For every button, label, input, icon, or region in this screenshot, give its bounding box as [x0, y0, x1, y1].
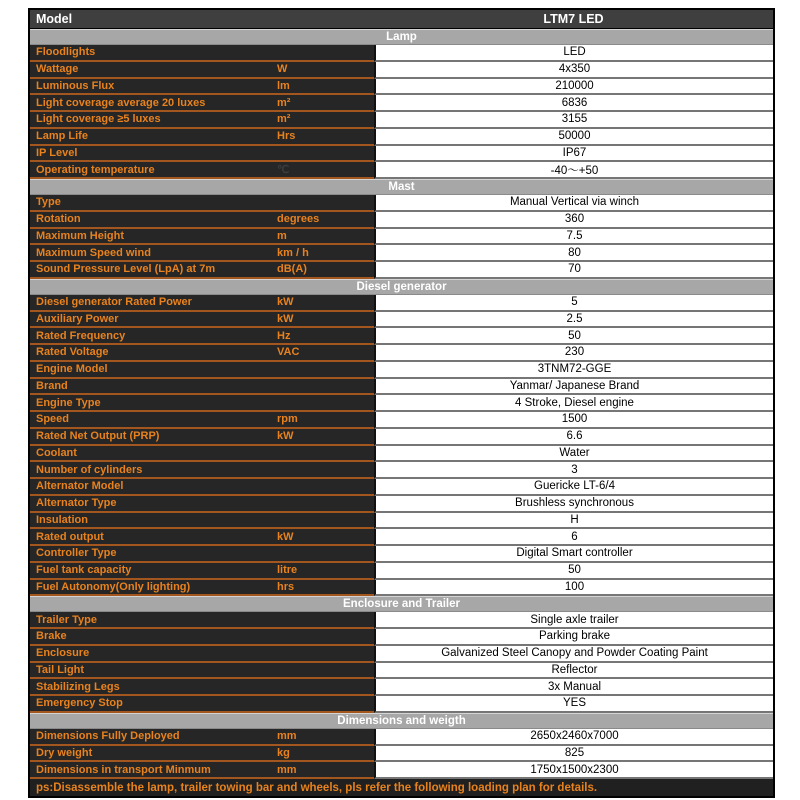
spec-label: Auxiliary Power: [36, 312, 119, 325]
spec-value: 4 Stroke, Diesel engine: [374, 395, 773, 412]
spec-label: Rated Frequency: [36, 329, 126, 342]
spec-value: 7.5: [374, 229, 773, 246]
spec-value: Water: [374, 446, 773, 463]
spec-row-dimensions-in-transport-minmum: [30, 762, 773, 779]
spec-label: Trailer Type: [36, 613, 97, 626]
spec-row-rotation: [30, 212, 773, 229]
spec-unit: km / h: [277, 246, 309, 259]
section-header-enclosure-and-trailer: Enclosure and Trailer: [30, 596, 773, 612]
spec-value: Brushless synchronous: [374, 496, 773, 513]
spec-unit: hrs: [277, 580, 295, 593]
spec-value: 825: [374, 746, 773, 763]
spec-unit: Hz: [277, 329, 291, 342]
spec-row-luminous-flux: [30, 79, 773, 96]
spec-row-trailer-type: [30, 612, 773, 629]
spec-row-rated-frequency: [30, 328, 773, 345]
spec-row-brake: [30, 629, 773, 646]
spec-label-cell: [30, 45, 374, 62]
spec-row-alternator-model: [30, 479, 773, 496]
spec-value: 3TNM72-GGE: [374, 362, 773, 379]
spec-label-cell: [30, 762, 374, 779]
spec-unit: degrees: [277, 213, 320, 226]
spec-label: Rated Net Output (PRP): [36, 430, 160, 443]
spec-row-fuel-autonomy-only-lighting: [30, 580, 773, 597]
spec-value: 80: [374, 245, 773, 262]
spec-label: Speed: [36, 413, 70, 426]
spec-value: 5: [374, 295, 773, 312]
spec-row-engine-model: [30, 362, 773, 379]
spec-value: 70: [374, 262, 773, 279]
spec-row-stabilizing-legs: [30, 679, 773, 696]
spec-row-maximum-height: [30, 229, 773, 246]
spec-label: Rated Voltage: [36, 346, 109, 359]
spec-value: Manual Vertical via winch: [374, 195, 773, 212]
spec-label: Insulation: [36, 513, 88, 526]
spec-row-enclosure: [30, 646, 773, 663]
spec-label-cell: [30, 446, 374, 463]
spec-label-cell: [30, 563, 374, 580]
spec-label: Dimensions Fully Deployed: [36, 730, 180, 743]
spec-row-rated-net-output-prp: [30, 429, 773, 446]
spec-table-body: [30, 29, 773, 779]
spec-row-diesel-generator-rated-power: [30, 295, 773, 312]
section-header-mast: Mast: [30, 179, 773, 195]
spec-row-rated-voltage: [30, 345, 773, 362]
spec-row-dry-weight: [30, 746, 773, 763]
spec-row-controller-type: [30, 546, 773, 563]
spec-label: Number of cylinders: [36, 463, 143, 476]
spec-label-cell: [30, 746, 374, 763]
spec-label: IP Level: [36, 146, 78, 159]
spec-label: Enclosure: [36, 647, 90, 660]
spec-label: Light coverage ≥5 luxes: [36, 113, 161, 126]
spec-unit: m²: [277, 113, 291, 126]
section-header-dimensions-and-weigth: Dimensions and weigth: [30, 713, 773, 729]
spec-label-cell: [30, 362, 374, 379]
spec-row-insulation: [30, 513, 773, 530]
spec-row-operating-temperature: [30, 162, 773, 179]
spec-value: -40～+50: [374, 162, 773, 179]
spec-unit: m: [277, 229, 287, 242]
spec-row-engine-type: [30, 395, 773, 412]
spec-label-cell: [30, 195, 374, 212]
spec-row-alternator-type: [30, 496, 773, 513]
spec-label-cell: [30, 212, 374, 229]
section-header-lamp: Lamp: [30, 29, 773, 45]
spec-unit: kW: [277, 312, 294, 325]
spec-label-cell: [30, 529, 374, 546]
spec-row-light-coverage-5-luxes: [30, 112, 773, 129]
spec-value: Reflector: [374, 663, 773, 680]
spec-label-cell: [30, 429, 374, 446]
spec-label-cell: [30, 663, 374, 680]
footer-note: ps:Disassemble the lamp, trailer towing bar and wheels, pls refer the following loading plan for details.: [30, 779, 773, 796]
spec-row-floodlights: [30, 45, 773, 62]
spec-label: Controller Type: [36, 547, 117, 560]
spec-label: Operating temperature: [36, 163, 155, 176]
spec-value: 3x Manual: [374, 679, 773, 696]
spec-label-cell: [30, 112, 374, 129]
model-label: Model: [36, 12, 73, 26]
spec-label-cell: [30, 262, 374, 279]
spec-value: 1500: [374, 412, 773, 429]
spec-unit: m²: [277, 96, 291, 109]
spec-value: 50000: [374, 129, 773, 146]
spec-value: IP67: [374, 146, 773, 163]
spec-label: Alternator Type: [36, 497, 117, 510]
spec-label-cell: [30, 612, 374, 629]
spec-unit: mm: [277, 730, 297, 743]
spec-label: Luminous Flux: [36, 79, 115, 92]
spec-label: Coolant: [36, 446, 77, 459]
spec-label: Rotation: [36, 213, 81, 226]
spec-row-speed: [30, 412, 773, 429]
spec-label: Stabilizing Legs: [36, 680, 120, 693]
spec-label-cell: [30, 146, 374, 163]
spec-label-cell: [30, 479, 374, 496]
spec-label-cell: [30, 462, 374, 479]
spec-value: 100: [374, 580, 773, 597]
spec-label: Brake: [36, 630, 67, 643]
spec-label-cell: [30, 412, 374, 429]
spec-label-cell: [30, 546, 374, 563]
spec-label: Diesel generator Rated Power: [36, 296, 192, 309]
spec-value: H: [374, 513, 773, 530]
model-header-row: [30, 10, 773, 29]
spec-label: Engine Type: [36, 396, 101, 409]
spec-label-cell: [30, 328, 374, 345]
spec-label-cell: [30, 162, 374, 179]
spec-value: 2.5: [374, 312, 773, 329]
spec-unit: kW: [277, 430, 294, 443]
spec-label-cell: [30, 629, 374, 646]
spec-unit: lm: [277, 79, 290, 92]
section-header-diesel-generator: Diesel generator: [30, 279, 773, 295]
spec-value: 6836: [374, 95, 773, 112]
spec-row-lamp-life: [30, 129, 773, 146]
spec-label: Sound Pressure Level (LpA) at 7m: [36, 263, 216, 276]
spec-value: 6.6: [374, 429, 773, 446]
spec-label: Alternator Model: [36, 480, 124, 493]
spec-label-cell: [30, 79, 374, 96]
spec-unit: mm: [277, 763, 297, 776]
spec-unit: kg: [277, 746, 290, 759]
spec-unit: W: [277, 63, 288, 76]
spec-label: Type: [36, 196, 61, 209]
spec-value: Galvanized Steel Canopy and Powder Coating Paint: [374, 646, 773, 663]
spec-value: 50: [374, 328, 773, 345]
spec-label: Tail Light: [36, 663, 85, 676]
spec-label: Floodlights: [36, 46, 96, 59]
spec-row-brand: [30, 379, 773, 396]
spec-row-emergency-stop: [30, 696, 773, 713]
spec-row-maximum-speed-wind: [30, 245, 773, 262]
spec-unit: kW: [277, 296, 294, 309]
spec-value: Single axle trailer: [374, 612, 773, 629]
spec-label-cell: [30, 513, 374, 530]
spec-label: Maximum Speed wind: [36, 246, 151, 259]
spec-label-cell: [30, 245, 374, 262]
spec-label-cell: [30, 229, 374, 246]
spec-value: 4x350: [374, 62, 773, 79]
spec-unit: VAC: [277, 346, 300, 359]
spec-value: YES: [374, 696, 773, 713]
spec-label: Emergency Stop: [36, 697, 123, 710]
spec-table: [28, 8, 775, 798]
spec-row-auxiliary-power: [30, 312, 773, 329]
spec-label: Wattage: [36, 63, 79, 76]
spec-label: Light coverage average 20 luxes: [36, 96, 206, 109]
spec-unit: Hrs: [277, 130, 296, 143]
spec-row-coolant: [30, 446, 773, 463]
spec-label-cell: [30, 295, 374, 312]
spec-row-number-of-cylinders: [30, 462, 773, 479]
spec-label-cell: [30, 95, 374, 112]
spec-label: Engine Model: [36, 363, 108, 376]
spec-row-dimensions-fully-deployed: [30, 729, 773, 746]
spec-value: 3: [374, 462, 773, 479]
spec-value: 360: [374, 212, 773, 229]
spec-label: Dimensions in transport Minmum: [36, 763, 211, 776]
spec-unit: dB(A): [277, 263, 307, 276]
spec-value: Parking brake: [374, 629, 773, 646]
spec-label: Fuel tank capacity: [36, 564, 132, 577]
spec-row-sound-pressure-level-lpa-at-7m: [30, 262, 773, 279]
spec-label-cell: [30, 496, 374, 513]
spec-unit: rpm: [277, 413, 298, 426]
spec-label-cell: [30, 580, 374, 597]
model-value: LTM7 LED: [543, 12, 604, 26]
spec-value: 2650x2460x7000: [374, 729, 773, 746]
spec-row-wattage: [30, 62, 773, 79]
spec-label: Maximum Height: [36, 229, 125, 242]
spec-value: 6: [374, 529, 773, 546]
spec-label-cell: [30, 345, 374, 362]
spec-row-fuel-tank-capacity: [30, 563, 773, 580]
spec-row-rated-output: [30, 529, 773, 546]
spec-value: LED: [374, 45, 773, 62]
spec-value: Guericke LT-6/4: [374, 479, 773, 496]
spec-value: 3155: [374, 112, 773, 129]
spec-label-cell: [30, 646, 374, 663]
spec-label-cell: [30, 729, 374, 746]
spec-unit: ℃: [277, 164, 290, 177]
spec-value: Yanmar/ Japanese Brand: [374, 379, 773, 396]
spec-label-cell: [30, 696, 374, 713]
spec-label-cell: [30, 312, 374, 329]
spec-label-cell: [30, 395, 374, 412]
spec-value: Digital Smart controller: [374, 546, 773, 563]
spec-value: 1750x1500x2300: [374, 762, 773, 779]
spec-unit: kW: [277, 530, 294, 543]
spec-label-cell: [30, 379, 374, 396]
spec-label-cell: [30, 129, 374, 146]
spec-row-type: [30, 195, 773, 212]
spec-label: Dry weight: [36, 746, 93, 759]
spec-label: Lamp Life: [36, 130, 88, 143]
spec-label: Brand: [36, 379, 68, 392]
spec-row-ip-level: [30, 146, 773, 163]
spec-value: 50: [374, 563, 773, 580]
spec-label-cell: [30, 62, 374, 79]
spec-row-light-coverage-average-20-luxes: [30, 95, 773, 112]
spec-unit: litre: [277, 564, 298, 577]
spec-value: 210000: [374, 79, 773, 96]
spec-row-tail-light: [30, 663, 773, 680]
spec-label: Rated output: [36, 530, 104, 543]
spec-label-cell: [30, 679, 374, 696]
spec-value: 230: [374, 345, 773, 362]
spec-label: Fuel Autonomy(Only lighting): [36, 580, 191, 593]
